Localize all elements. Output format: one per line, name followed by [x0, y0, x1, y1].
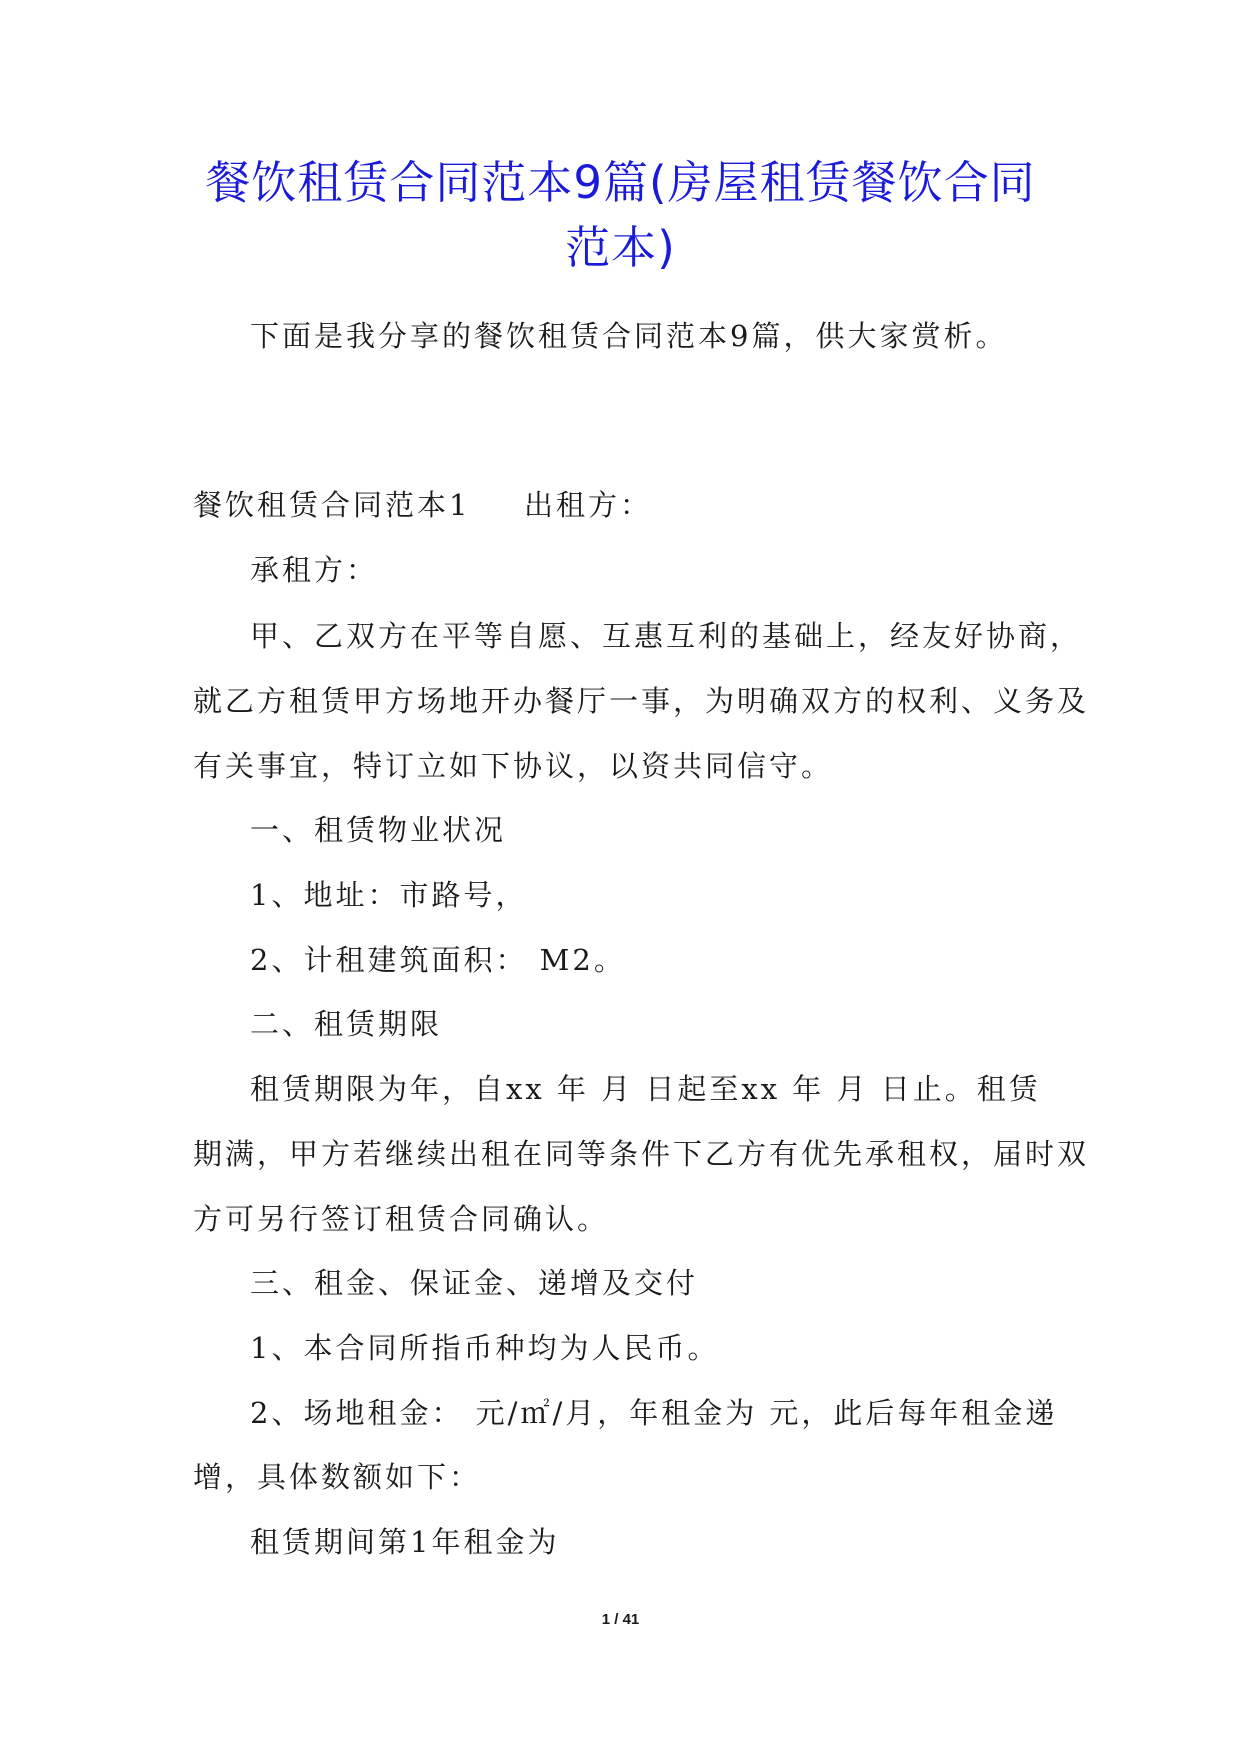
- list-item: 租赁期间第1年租金为: [250, 1525, 560, 1559]
- page-number: 1 / 41: [601, 1611, 640, 1628]
- lessee-label: 承租方：: [250, 553, 379, 587]
- list-item: 2、计租建筑面积： M2。: [250, 943, 626, 977]
- lessor-label: 出租方：: [524, 488, 653, 522]
- intro-paragraph: 下面是我分享的餐饮租赁合同范本9篇，供大家赏析。: [250, 319, 1008, 353]
- paragraph-line: 增，具体数额如下：: [193, 1460, 482, 1494]
- section-heading-one: 一、租赁物业状况: [250, 813, 507, 847]
- title-line-1: 餐饮租赁合同范本9篇(房屋租赁餐饮合同: [205, 156, 1036, 209]
- paragraph-line: 期满，甲方若继续出租在同等条件下乙方有优先承租权，届时双: [193, 1137, 1090, 1171]
- section-heading-three: 三、租金、保证金、递增及交付: [250, 1266, 699, 1300]
- section-heading: 餐饮租赁合同范本1: [193, 488, 471, 522]
- list-item: 1、本合同所指币种均为人民币。: [250, 1331, 720, 1365]
- section-heading-two: 二、租赁期限: [250, 1007, 443, 1041]
- title-line-2: 范本): [565, 221, 676, 274]
- paragraph-line: 就乙方租赁甲方场地开办餐厅一事，为明确双方的权利、义务及: [193, 684, 1090, 718]
- paragraph-line: 有关事宜，特订立如下协议，以资共同信守。: [193, 749, 834, 783]
- list-item: 1、地址：市路号，: [250, 878, 528, 912]
- paragraph-line: 方可另行签订租赁合同确认。: [193, 1202, 610, 1236]
- list-item: 2、场地租金： 元/㎡/月，年租金为 元，此后每年租金递: [250, 1396, 1058, 1430]
- paragraph-line: 租赁期限为年，自xx 年 月 日起至xx 年 月 日止。租赁: [250, 1072, 1041, 1106]
- document-title: [150, 150, 1091, 280]
- paragraph-line: 甲、乙双方在平等自愿、互惠互利的基础上，经友好协商，: [250, 619, 1083, 653]
